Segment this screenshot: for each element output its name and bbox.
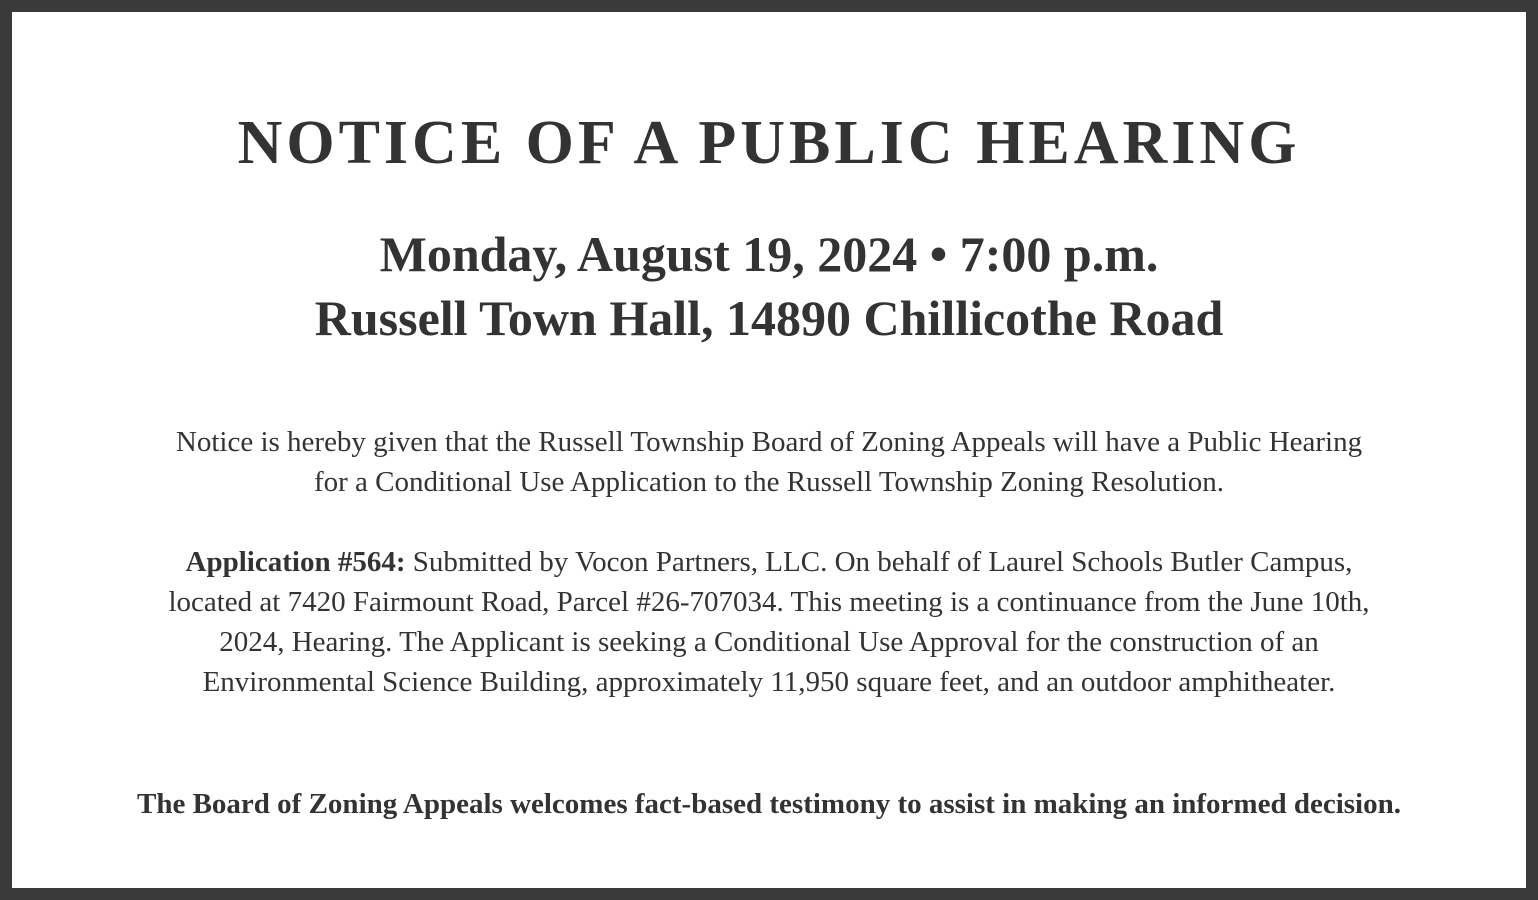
application-line: located at 7420 Fairmount Road, Parcel #26-707034. This meeting is a continuance from the June 10th, [168, 586, 1370, 618]
intro-paragraph [52, 422, 1486, 502]
application-line: Environmental Science Building, approximately 11,950 square feet, and an outdoor amphitheater. [202, 666, 1336, 698]
hearing-date-time: Monday, August 19, 2024 • 7:00 p.m. [379, 226, 1159, 282]
application-line [52, 542, 1486, 582]
notice-title: NOTICE OF A PUBLIC HEARING [237, 109, 1301, 177]
intro-line: Notice is hereby given that the Russell Township Board of Zoning Appeals will have a Public Hearing [175, 426, 1363, 458]
closing-statement: The Board of Zoning Appeals welcomes fact-based testimony to assist in making an informed decision. [137, 788, 1401, 820]
application-line: 2024, Hearing. The Applicant is seeking a Conditional Use Approval for the construction of an [219, 626, 1319, 658]
application-paragraph [52, 542, 1486, 702]
intro-line: for a Conditional Use Application to the Russell Township Zoning Resolution. [313, 466, 1225, 498]
notice-card [12, 12, 1526, 888]
hearing-location: Russell Town Hall, 14890 Chillicothe Road [314, 290, 1224, 346]
application-submitter: Submitted by Vocon Partners, LLC. On behalf of Laurel Schools Butler Campus, [405, 546, 1353, 578]
application-label: Application #564: [185, 546, 406, 578]
